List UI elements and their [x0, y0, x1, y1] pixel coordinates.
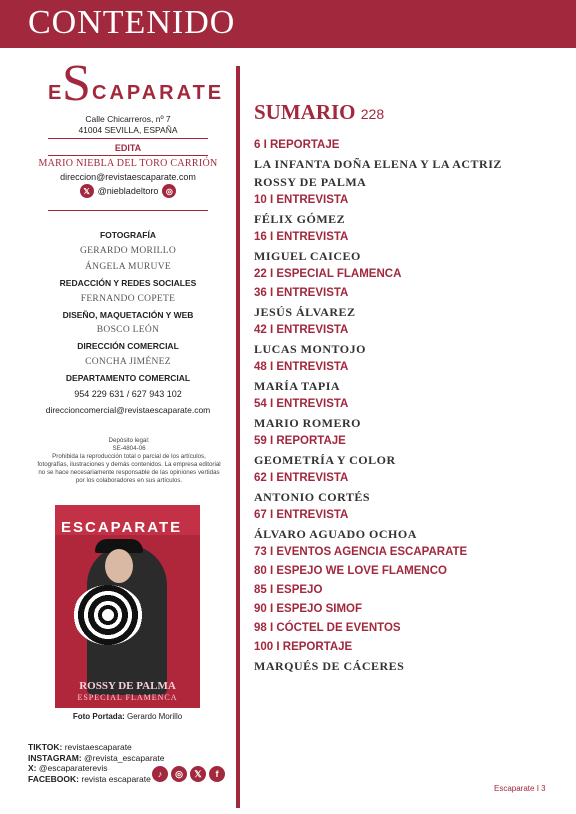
toc-section[interactable]: 73 I EVENTOS AGENCIA ESCAPARATE [254, 546, 468, 558]
toc-subtitle: GEOMETRÍA Y COLOR [254, 453, 396, 467]
toc-subtitle: LUCAS MONTOJO [254, 342, 366, 356]
toc-section[interactable]: 67 I ENTREVISTA [254, 509, 349, 521]
instagram-handle[interactable]: @revista_escaparate [84, 752, 165, 763]
departamento-comercial-label: DEPARTAMENTO COMERCIAL [65, 373, 191, 383]
direccion-comercial-label: DIRECCIÓN COMERCIAL [77, 341, 179, 351]
toc-subtitle: JESÚS ÁLVAREZ [254, 305, 356, 319]
editor-name: MARIO NIEBLA DEL TORO CARRIÓN [38, 158, 218, 169]
toc-section[interactable]: 16 I ENTREVISTA [254, 231, 349, 243]
editor-email[interactable]: direccion@revistaescaparate.com [60, 172, 196, 182]
toc-section[interactable]: 10 I ENTREVISTA [254, 194, 349, 206]
diseno-name: BOSCO LEÓN [96, 325, 160, 335]
x-icon[interactable]: 𝕏 [80, 184, 94, 198]
toc-subtitle: MARQUÉS DE CÁCERES [254, 659, 405, 673]
x-icon[interactable]: 𝕏 [190, 766, 206, 782]
divider [48, 210, 208, 211]
instagram-label: INSTAGRAM: [28, 752, 82, 763]
toc-section[interactable]: 22 I ESPECIAL FLAMENCA [254, 268, 402, 280]
legal-notice [36, 437, 222, 485]
address-line2: 41004 SEVILLA, ESPAÑA [78, 125, 178, 135]
toc-section[interactable]: 42 I ENTREVISTA [254, 324, 349, 336]
toc-subtitle: FÉLIX GÓMEZ [254, 212, 346, 226]
toc-section[interactable]: 80 I ESPEJO WE LOVE FLAMENCO [254, 565, 447, 577]
toc-section[interactable]: 48 I ENTREVISTA [254, 361, 349, 373]
address [30, 114, 226, 136]
cover-fan [73, 585, 143, 645]
edita-label: EDITA [114, 143, 142, 153]
photo-credit [55, 712, 200, 721]
facebook-handle[interactable]: revista escaparate [81, 773, 151, 784]
toc-section[interactable]: 59 I REPORTAJE [254, 435, 346, 447]
facebook-label: FACEBOOK: [28, 773, 79, 784]
toc-subtitle: LA INFANTA DOÑA ELENA Y LA ACTRIZ [254, 157, 502, 171]
commercial-phones: 954 229 631 / 627 943 102 [74, 389, 182, 399]
toc-section[interactable]: 36 I ENTREVISTA [254, 287, 349, 299]
logo-letter-s: S [62, 55, 91, 112]
toc-section[interactable]: 62 I ENTREVISTA [254, 472, 349, 484]
toc-subtitle: MIGUEL CAICEO [254, 249, 361, 263]
fotografia-label: FOTOGRAFÍA [99, 230, 157, 240]
cover-logo: ESCAPARATE [61, 519, 183, 536]
instagram-icon[interactable]: ◎ [162, 184, 176, 198]
issue-number: 228 [360, 106, 385, 122]
facebook-row [28, 774, 165, 785]
escaparate-logo [48, 55, 225, 112]
column-divider [236, 66, 240, 808]
toc-subtitle: MARIO ROMERO [254, 416, 361, 430]
tiktok-icon[interactable]: ♪ [152, 766, 168, 782]
divider [48, 138, 208, 139]
toc-section[interactable]: 100 I REPORTAJE [254, 641, 353, 653]
toc-subtitle: ÁLVARO AGUADO OCHOA [254, 527, 417, 541]
toc-section[interactable]: 90 I ESPEJO SIMOF [254, 603, 363, 615]
cover-image [55, 505, 200, 708]
photo-credit-name: Gerardo Morillo [127, 712, 183, 721]
editor-handle[interactable]: @niebladeltoro [97, 186, 159, 196]
x-row [28, 763, 165, 774]
direccion-comercial-name: CONCHA JIMÉNEZ [85, 357, 171, 367]
social-icons [152, 766, 225, 782]
editor-social [30, 184, 226, 198]
sumario-label: SUMARIO [254, 100, 356, 124]
toc-subtitle: MARÍA TAPIA [254, 379, 341, 393]
sumario-title [254, 100, 384, 125]
redaccion-label: REDACCIÓN Y REDES SOCIALES [59, 278, 197, 288]
toc-section[interactable]: 6 I REPORTAJE [254, 139, 340, 151]
photo-credit-label: Foto Portada: [72, 712, 125, 721]
facebook-icon[interactable]: f [209, 766, 225, 782]
cover-face [105, 549, 133, 583]
cover-subtitle: ESPECIAL FLAMENCA [77, 693, 178, 702]
x-handle[interactable]: @escaparaterevis [38, 763, 108, 773]
toc-section[interactable]: 54 I ENTREVISTA [254, 398, 349, 410]
diseno-label: DISEÑO, MAQUETACIÓN Y WEB [62, 310, 194, 320]
page-number: Escaparate I 3 [494, 784, 546, 793]
legal-text: Prohibida la reproducción total o parcial de los artículos, fotografías, ilustraciones y demás contenidos. La empresa editorial no se hace necesariamente responsable de las opiniones vertidas por los colaboradores en sus artículos. [37, 453, 221, 484]
toc-section[interactable]: 98 I CÓCTEL DE EVENTOS [254, 622, 401, 634]
header-band [0, 0, 576, 48]
instagram-row [28, 753, 165, 764]
tiktok-label: TIKTOK: [28, 742, 63, 752]
x-label: X: [28, 763, 37, 773]
deposito-label: Depósito legal: [108, 437, 150, 444]
tiktok-handle[interactable]: revistaescaparate [64, 742, 132, 752]
table-of-contents [254, 136, 554, 675]
logo-text: CAPARATE [92, 82, 225, 104]
tiktok-row [28, 742, 165, 753]
fotografia-name-1: GERARDO MORILLO [79, 246, 177, 256]
instagram-icon[interactable]: ◎ [171, 766, 187, 782]
commercial-email[interactable]: direccioncomercial@revistaescaparate.com [45, 405, 211, 415]
toc-section[interactable]: 85 I ESPEJO [254, 584, 323, 596]
deposito-number: SE-4804-06 [112, 445, 146, 452]
logo-letter-e: E [48, 82, 65, 104]
toc-subtitle: ANTONIO CORTÉS [254, 490, 371, 504]
address-line1: Calle Chicarreros, nº 7 [85, 114, 171, 124]
toc-subtitle: ROSSY DE PALMA [254, 175, 367, 189]
social-list [28, 742, 165, 784]
fotografia-name-2: ÁNGELA MURUVE [85, 262, 171, 272]
redaccion-name: FERNANDO COPETE [80, 294, 176, 304]
cover-name: ROSSY DE PALMA [79, 680, 176, 692]
page-title: CONTENIDO [28, 4, 236, 41]
divider [48, 155, 208, 156]
